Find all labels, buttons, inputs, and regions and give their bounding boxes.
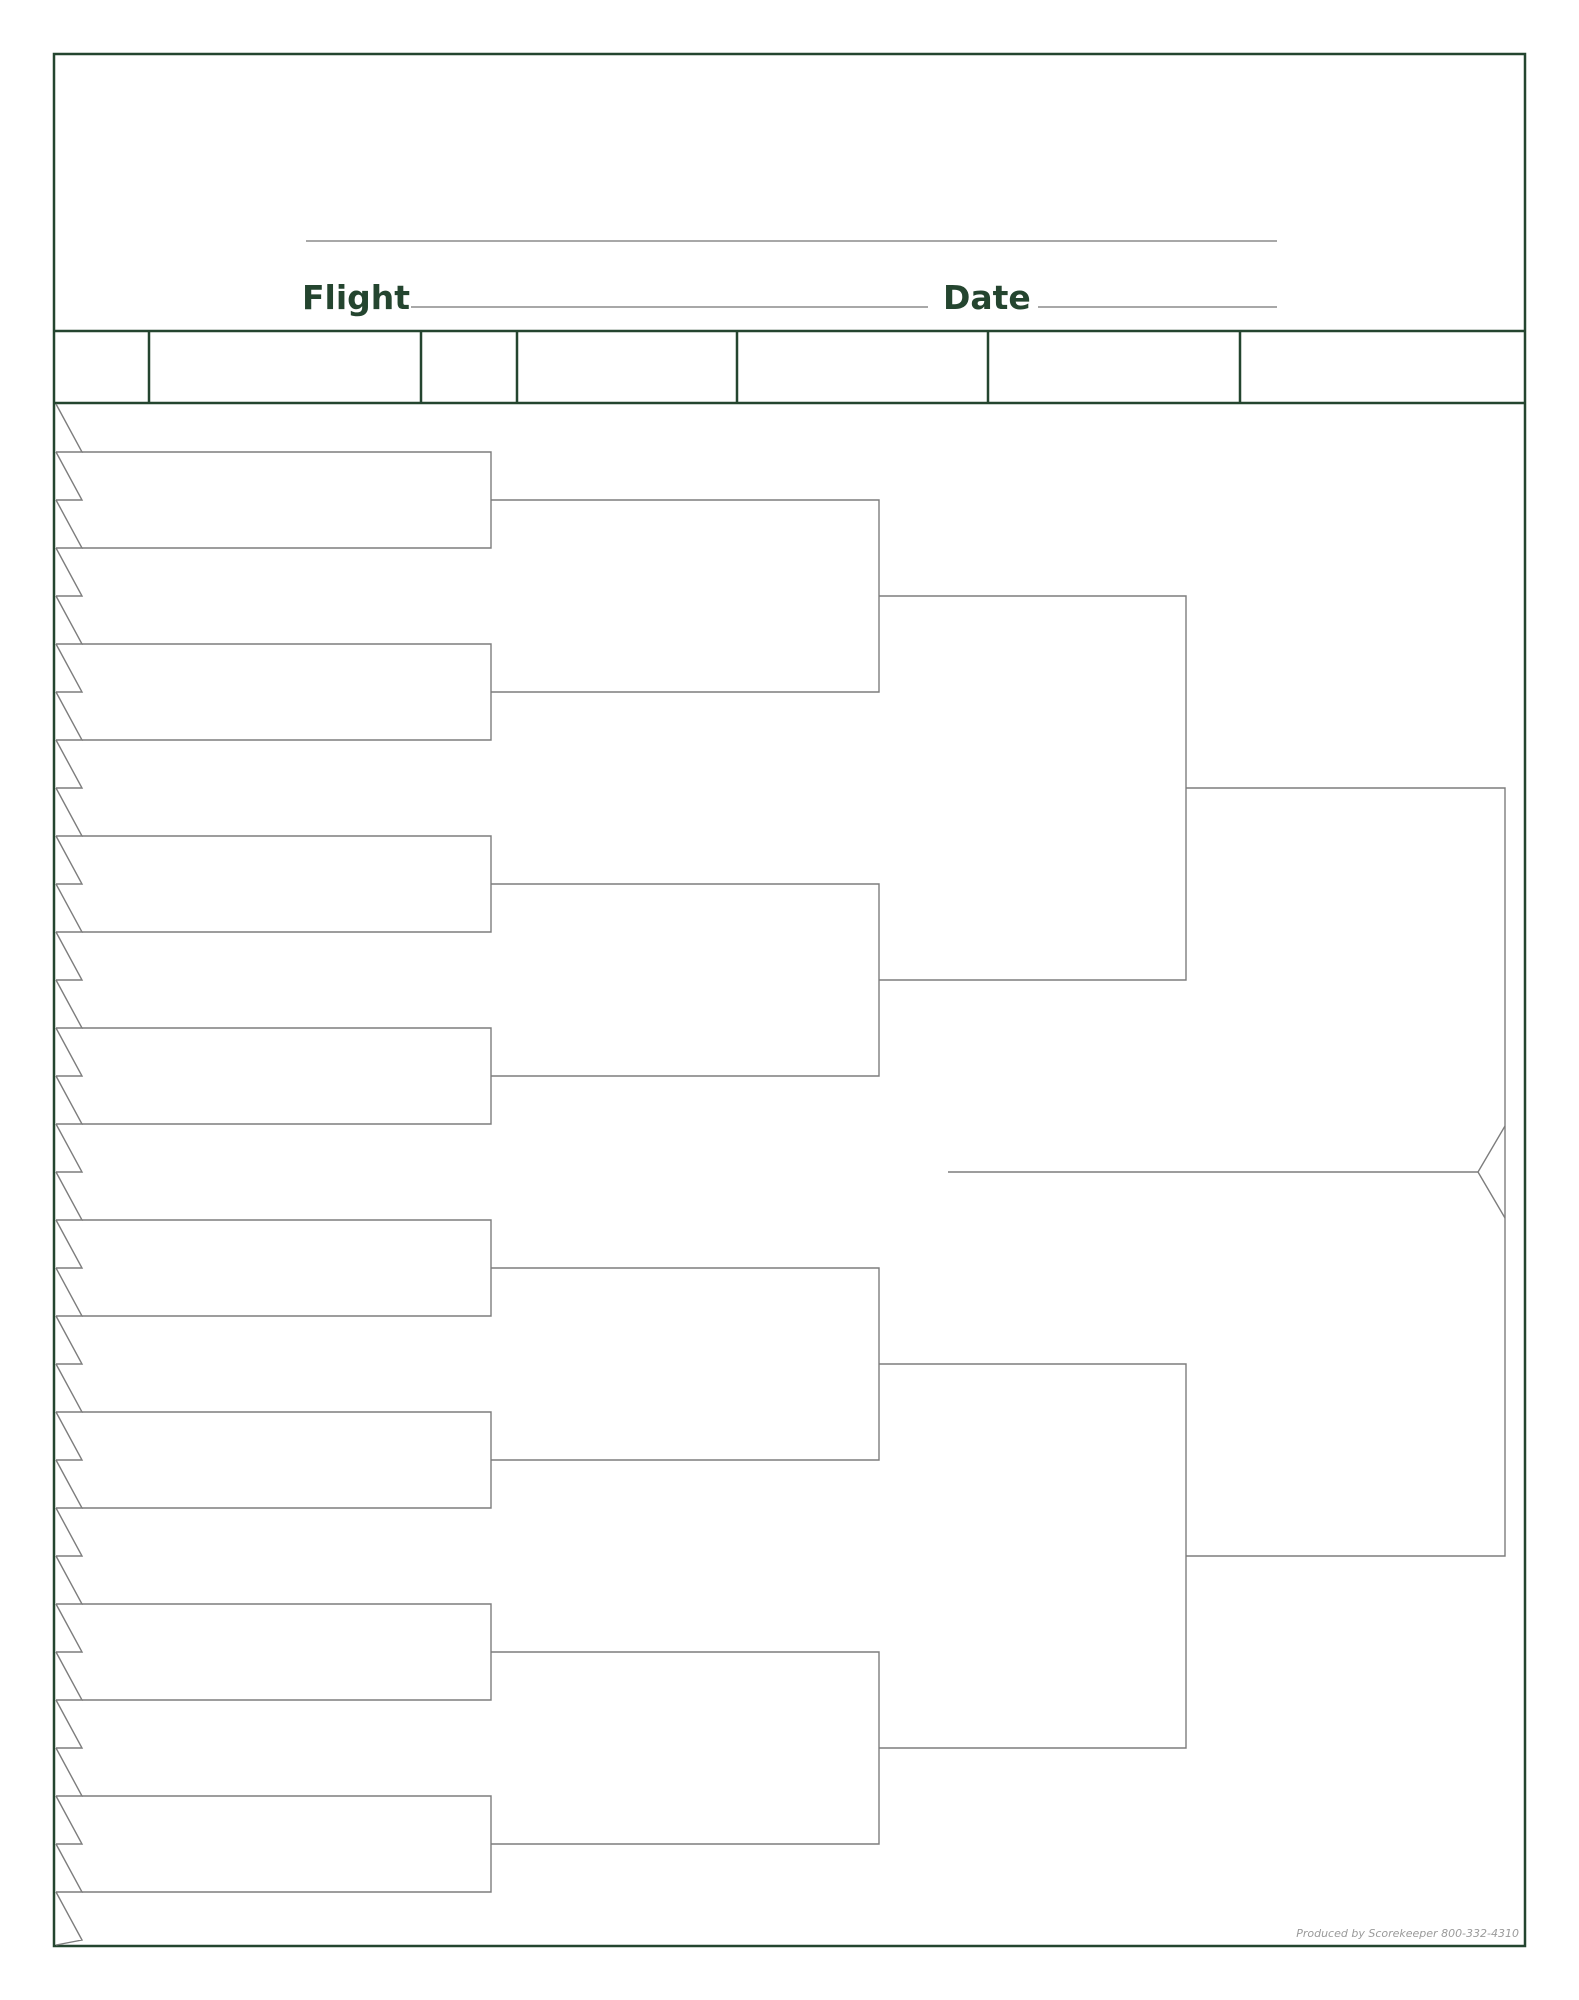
column-header-row [54,331,1525,403]
flight-label: Flight [302,278,411,317]
first-round-match[interactable] [82,1604,491,1700]
first-round-match[interactable] [82,1028,491,1124]
round-2-match[interactable] [491,1652,879,1844]
first-round-match[interactable] [82,1220,491,1316]
champion-arrow [1478,1126,1505,1218]
outer-frame [54,54,1525,1946]
round-2-match[interactable] [491,500,879,692]
footer-credit: Produced by Scorekeeper 800-332-4310 [1296,1927,1519,1940]
entrant-slot-chevrons [56,404,82,1945]
date-label: Date [943,278,1031,317]
bracket [56,404,1505,1945]
round-2-match[interactable] [491,1268,879,1460]
first-round-match[interactable] [82,1796,491,1892]
first-round-match[interactable] [82,1412,491,1508]
first-round-match[interactable] [82,452,491,548]
round-3-match[interactable] [879,596,1186,980]
first-round-match[interactable] [82,836,491,932]
round-2-match[interactable] [491,884,879,1076]
round-3-match[interactable] [879,1364,1186,1748]
first-round-match[interactable] [82,644,491,740]
